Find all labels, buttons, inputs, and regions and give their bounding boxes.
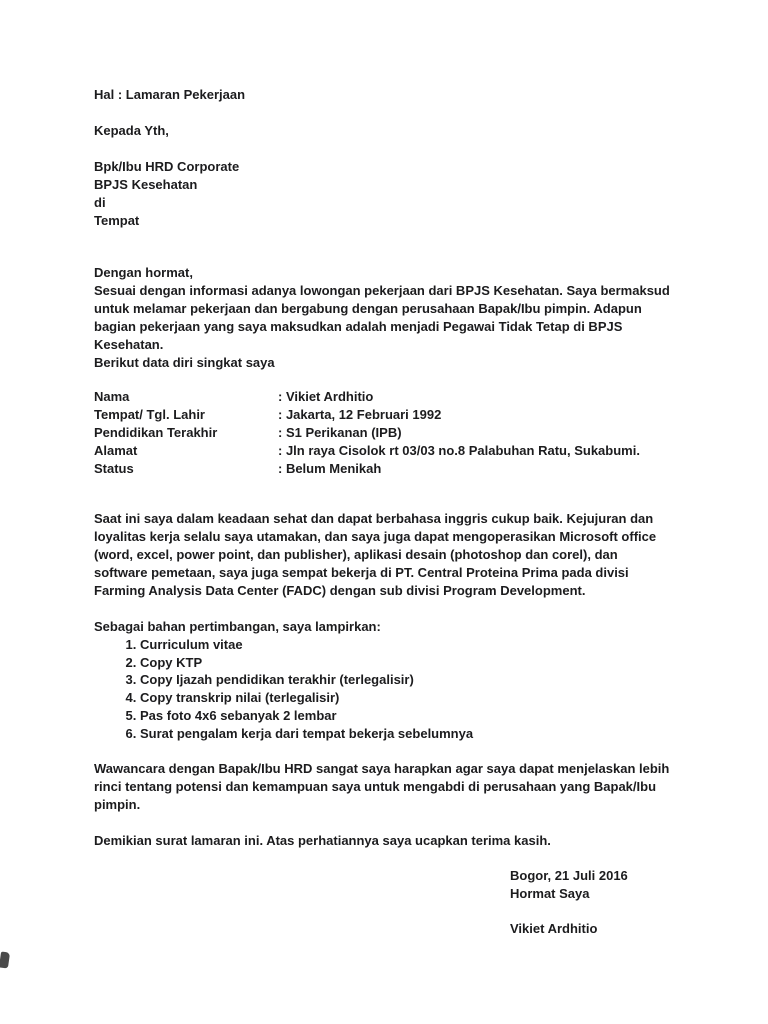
- personal-data-value: : Belum Menikah: [278, 461, 382, 476]
- recipient-line: Bpk/Ibu HRD Corporate: [94, 159, 240, 174]
- signature-place-date: Bogor, 21 Juli 2016: [510, 868, 628, 884]
- attachment-item: 2. Copy KTP: [140, 654, 674, 672]
- attachment-item: 6. Surat pengalam kerja dari tempat bekerja sebelumnya: [140, 725, 674, 743]
- opening-salutation: Dengan hormat,: [94, 265, 193, 280]
- attachment-item: 3. Copy Ijazah pendidikan terakhir (terlegalisir): [140, 671, 674, 689]
- personal-data-label: Tempat/ Tgl. Lahir: [94, 407, 205, 422]
- personal-data-value: : S1 Perikanan (IPB): [278, 425, 402, 440]
- personal-data-value: : Jakarta, 12 Februari 1992: [278, 407, 442, 422]
- personal-data-label: Pendidikan Terakhir: [94, 425, 218, 440]
- attachments-list: [94, 636, 674, 742]
- signature-name: Vikiet Ardhitio: [510, 921, 598, 937]
- recipient-line: BPJS Kesehatan: [94, 177, 198, 192]
- personal-data-label: Alamat: [94, 443, 138, 458]
- recipient-line: di: [94, 195, 106, 210]
- attachments-intro: Sebagai bahan pertimbangan, saya lampirkan:: [94, 619, 381, 634]
- paragraph-skills: Saat ini saya dalam keadaan sehat dan dapat berbahasa inggris cukup baik. Kejujuran dan loyalitas kerja selalu saya utamakan, dan saya juga dapat mengoperasikan Microsoft office (word, excel, power point, dan publisher), aplikasi desain (photoshop dan corel), dan software pemetaan, saya juga sempat bekerja di PT. Central Proteina Prima pada divisi Farming Analysis Data Center (FADC) dengan sub divisi Program Development.: [94, 511, 657, 598]
- personal-data-table: [94, 388, 674, 478]
- signature-salutation: Hormat Saya: [510, 886, 590, 902]
- closing-line: Demikian surat lamaran ini. Atas perhatiannya saya ucapkan terima kasih.: [94, 833, 551, 849]
- attachment-item: 1. Curriculum vitae: [140, 636, 674, 654]
- personal-data-value: : Jln raya Cisolok rt 03/03 no.8 Palabuhan Ratu, Sukabumi.: [278, 443, 640, 458]
- signature-block: [510, 867, 674, 938]
- signature-gap: [510, 903, 674, 920]
- letter-content: [94, 86, 674, 938]
- attachment-item: 4. Copy transkrip nilai (terlegalisir): [140, 689, 674, 707]
- attachment-item: 5. Pas foto 4x6 sebanyak 2 lembar: [140, 707, 674, 725]
- paragraph-interview-request: Wawancara dengan Bapak/Ibu HRD sangat saya harapkan agar saya dapat menjelaskan lebih rinci tentang potensi dan kemampuan saya untuk mengabdi di perusahaan yang Bapak/Ibu pimpin.: [94, 761, 670, 813]
- paragraph-introduction-tail: Berikut data diri singkat saya: [94, 355, 275, 370]
- recipient-line: Tempat: [94, 213, 140, 228]
- subject-line: Hal : Lamaran Pekerjaan: [94, 87, 246, 102]
- recipient-block: [94, 158, 674, 230]
- personal-data-value: : Vikiet Ardhitio: [278, 389, 374, 404]
- personal-data-label: Nama: [94, 389, 130, 404]
- personal-data-label: Status: [94, 461, 134, 476]
- paragraph-introduction: Sesuai dengan informasi adanya lowongan pekerjaan dari BPJS Kesehatan. Saya bermaksud untuk melamar pekerjaan dan bergabung dengan perusahaan Bapak/Ibu pimpin. Adapun bagian pekerjaan yang saya maksudkan adalah menjadi Pegawai Tidak Tetap di BPJS Kesehatan.: [94, 283, 670, 352]
- salutation-to: Kepada Yth,: [94, 123, 169, 138]
- scan-artifact-mark: [0, 951, 10, 968]
